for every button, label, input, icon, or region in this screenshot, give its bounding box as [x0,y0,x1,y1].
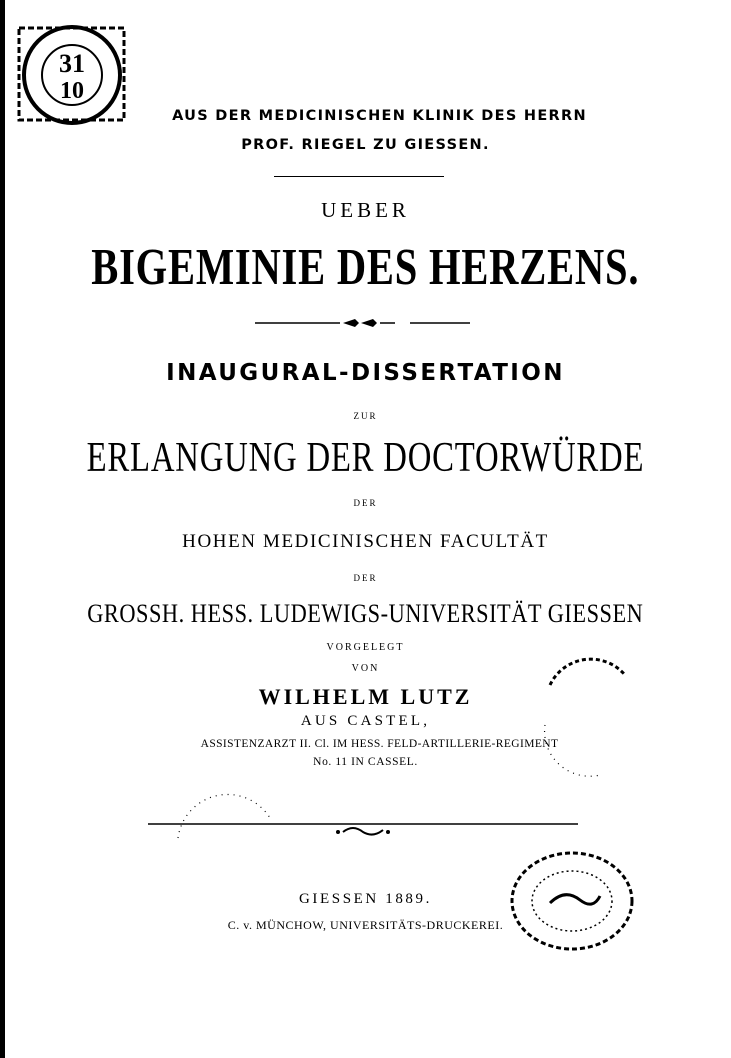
von-label: VON [351,663,380,674]
divider-1 [274,176,444,177]
header-line-2: PROF. RIEGEL ZU GIESSEN. [241,137,490,153]
faculty-line: HOHEN MEDICINISCHEN FACULTÄT [182,531,549,552]
title-pre: UEBER [321,198,410,222]
erlangung-wrap [0,434,731,482]
university-line: GROSSH. HESS. LUDEWIGS-UNIVERSITÄT GIESSEN [87,599,644,628]
vorgelegt-label: VORGELEGT [326,642,405,653]
faint-stamp-right [540,655,635,780]
author-name: WILHELM LUTZ [258,684,473,709]
ornament-divider-2 [148,820,578,838]
ornament-divider [255,316,470,330]
author-position-1: ASSISTENZARZT II. Cl. IM HESS. FELD-ARTILLERIE-REGIMENT [200,738,559,750]
stamp-number-bottom: 10 [60,78,84,104]
erlangung-heading: ERLANGUNG DER DOCTORWÜRDE [86,435,645,481]
imprint-printer: C. v. MÜNCHOW, UNIVERSITÄTS-DRUCKEREI. [227,918,504,932]
imprint-city-year: GIESSEN 1889. [299,891,432,907]
title-main-wrap [0,238,731,297]
zur-label: ZUR [353,411,378,421]
der-label-2: DER [353,573,378,583]
dissertation-heading: INAUGURAL-DISSERTATION [166,360,565,386]
stamp-number-top: 31 [59,49,85,78]
author-position-2: No. 11 IN CASSEL. [313,756,418,768]
title-main: BIGEMINIE DES HERZENS. [91,239,640,296]
header-line-1: AUS DER MEDICINISCHEN KLINIK DES HERRN [172,108,587,124]
author-origin: AUS CASTEL, [300,713,431,729]
university-wrap [0,599,731,629]
der-label-1: DER [353,498,378,508]
